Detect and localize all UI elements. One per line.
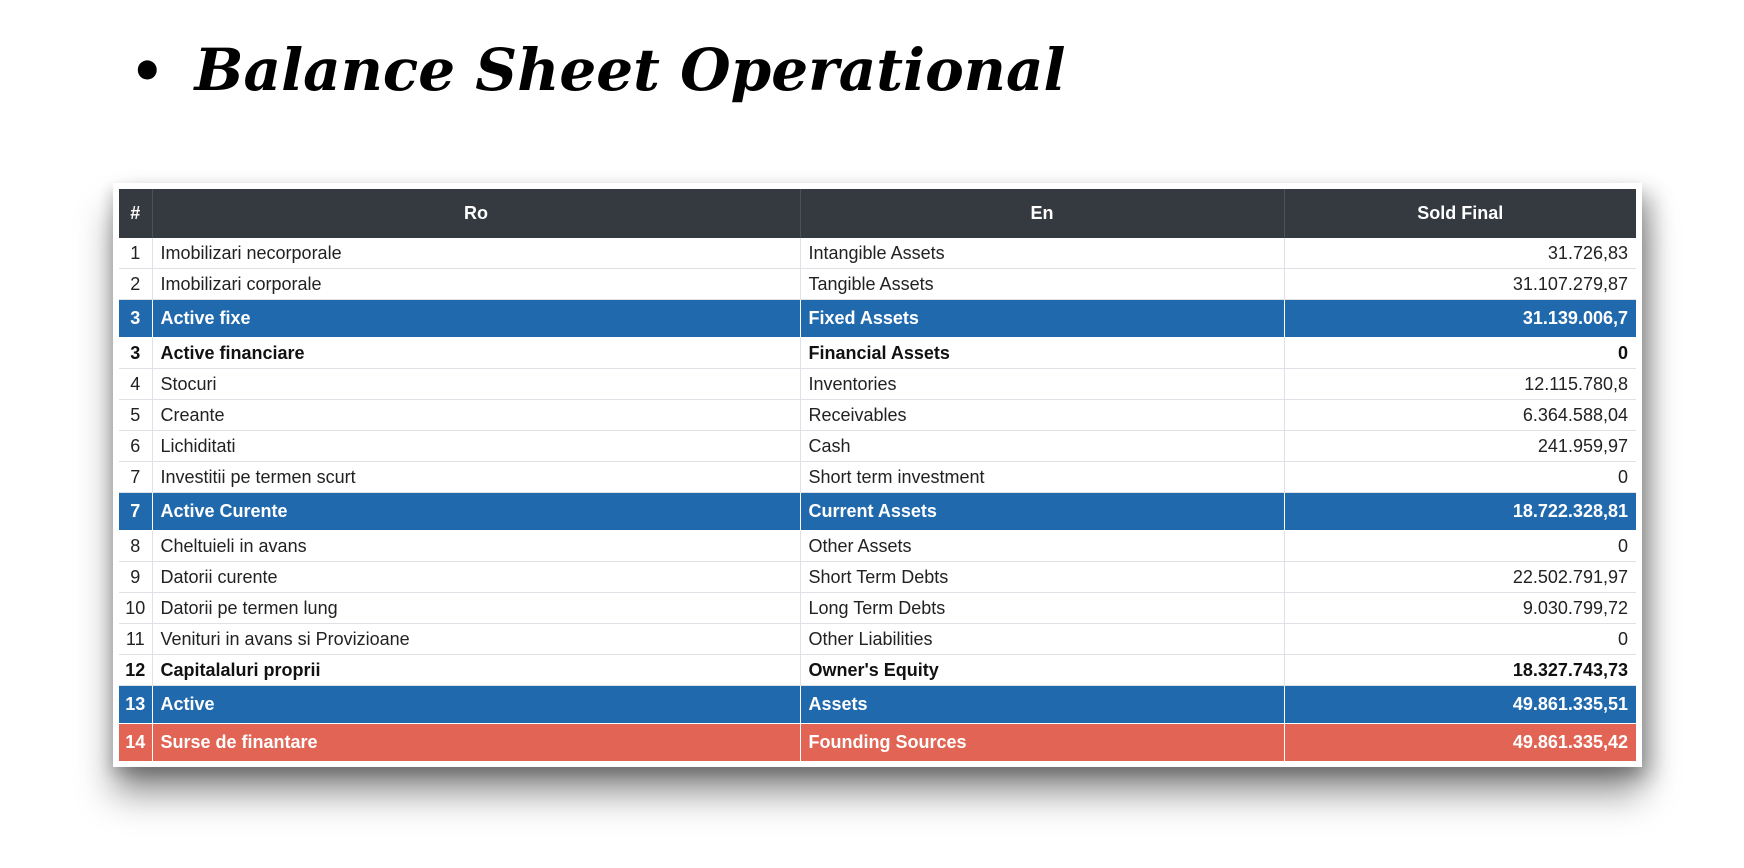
- ro-label-cell: Active: [152, 686, 800, 724]
- sold-final-cell: 12.115.780,8: [1284, 369, 1636, 400]
- table-row: [119, 655, 1636, 686]
- row-number-cell: 7: [119, 462, 152, 493]
- sold-final-cell: 49.861.335,42: [1284, 724, 1636, 762]
- ro-label-cell: Venituri in avans si Provizioane: [152, 624, 800, 655]
- sold-final-cell: 18.722.328,81: [1284, 493, 1636, 531]
- en-label-cell: Current Assets: [800, 493, 1284, 531]
- row-number-cell: 11: [119, 624, 152, 655]
- en-label-cell: Short term investment: [800, 462, 1284, 493]
- en-label-cell: Owner's Equity: [800, 655, 1284, 686]
- en-label-cell: Tangible Assets: [800, 269, 1284, 300]
- sold-final-cell: 31.139.006,7: [1284, 300, 1636, 338]
- sold-final-cell: 31.726,83: [1284, 238, 1636, 269]
- ro-label-cell: Active financiare: [152, 338, 800, 369]
- row-number-cell: 12: [119, 655, 152, 686]
- sold-final-cell: 241.959,97: [1284, 431, 1636, 462]
- ro-label-cell: Capitalaluri proprii: [152, 655, 800, 686]
- row-number-cell: 6: [119, 431, 152, 462]
- row-number-cell: 1: [119, 238, 152, 269]
- en-label-cell: Financial Assets: [800, 338, 1284, 369]
- en-label-cell: Inventories: [800, 369, 1284, 400]
- ro-label-cell: Imobilizari corporale: [152, 269, 800, 300]
- ro-label-cell: Datorii pe termen lung: [152, 593, 800, 624]
- en-label-cell: Other Assets: [800, 531, 1284, 562]
- sold-final-cell: 0: [1284, 624, 1636, 655]
- row-number-cell: 8: [119, 531, 152, 562]
- en-label-cell: Short Term Debts: [800, 562, 1284, 593]
- header-en: En: [800, 189, 1284, 238]
- balance-sheet-table: [119, 189, 1636, 761]
- table-row: [119, 400, 1636, 431]
- en-label-cell: Assets: [800, 686, 1284, 724]
- table-row: [119, 269, 1636, 300]
- row-number-cell: 2: [119, 269, 152, 300]
- ro-label-cell: Creante: [152, 400, 800, 431]
- row-number-cell: 10: [119, 593, 152, 624]
- table-row: [119, 562, 1636, 593]
- row-number-cell: 4: [119, 369, 152, 400]
- row-number-cell: 3: [119, 300, 152, 338]
- ro-label-cell: Surse de finantare: [152, 724, 800, 762]
- sold-final-cell: 0: [1284, 338, 1636, 369]
- en-label-cell: Founding Sources: [800, 724, 1284, 762]
- ro-label-cell: Imobilizari necorporale: [152, 238, 800, 269]
- sold-final-cell: 18.327.743,73: [1284, 655, 1636, 686]
- en-label-cell: Other Liabilities: [800, 624, 1284, 655]
- table-row: [119, 338, 1636, 369]
- ro-label-cell: Investitii pe termen scurt: [152, 462, 800, 493]
- header-row: [119, 189, 1636, 238]
- sold-final-cell: 49.861.335,51: [1284, 686, 1636, 724]
- sold-final-cell: 22.502.791,97: [1284, 562, 1636, 593]
- en-label-cell: Cash: [800, 431, 1284, 462]
- en-label-cell: Long Term Debts: [800, 593, 1284, 624]
- sold-final-cell: 9.030.799,72: [1284, 593, 1636, 624]
- balance-sheet-card: [113, 183, 1642, 767]
- table-row: [119, 431, 1636, 462]
- table-header: [119, 189, 1636, 238]
- table-row: [119, 300, 1636, 338]
- slide-title-text: Balance Sheet Operational: [194, 36, 1066, 104]
- en-label-cell: Fixed Assets: [800, 300, 1284, 338]
- sold-final-cell: 0: [1284, 462, 1636, 493]
- bullet-icon: •: [130, 39, 165, 103]
- ro-label-cell: Lichiditati: [152, 431, 800, 462]
- row-number-cell: 14: [119, 724, 152, 762]
- ro-label-cell: Stocuri: [152, 369, 800, 400]
- row-number-cell: 13: [119, 686, 152, 724]
- row-number-cell: 5: [119, 400, 152, 431]
- en-label-cell: Receivables: [800, 400, 1284, 431]
- ro-label-cell: Datorii curente: [152, 562, 800, 593]
- table-row: [119, 686, 1636, 724]
- table-row: [119, 593, 1636, 624]
- ro-label-cell: Cheltuieli in avans: [152, 531, 800, 562]
- table-row: [119, 531, 1636, 562]
- sold-final-cell: 31.107.279,87: [1284, 269, 1636, 300]
- en-label-cell: Intangible Assets: [800, 238, 1284, 269]
- table-row: [119, 493, 1636, 531]
- sold-final-cell: 6.364.588,04: [1284, 400, 1636, 431]
- table-row: [119, 462, 1636, 493]
- table-body: [119, 238, 1636, 761]
- table-row: [119, 624, 1636, 655]
- header-ro: Ro: [152, 189, 800, 238]
- header-num: #: [119, 189, 152, 238]
- row-number-cell: 7: [119, 493, 152, 531]
- slide-title: [130, 36, 1066, 104]
- ro-label-cell: Active fixe: [152, 300, 800, 338]
- row-number-cell: 9: [119, 562, 152, 593]
- table-row: [119, 724, 1636, 762]
- row-number-cell: 3: [119, 338, 152, 369]
- sold-final-cell: 0: [1284, 531, 1636, 562]
- ro-label-cell: Active Curente: [152, 493, 800, 531]
- header-sold-final: Sold Final: [1284, 189, 1636, 238]
- table-row: [119, 369, 1636, 400]
- table-row: [119, 238, 1636, 269]
